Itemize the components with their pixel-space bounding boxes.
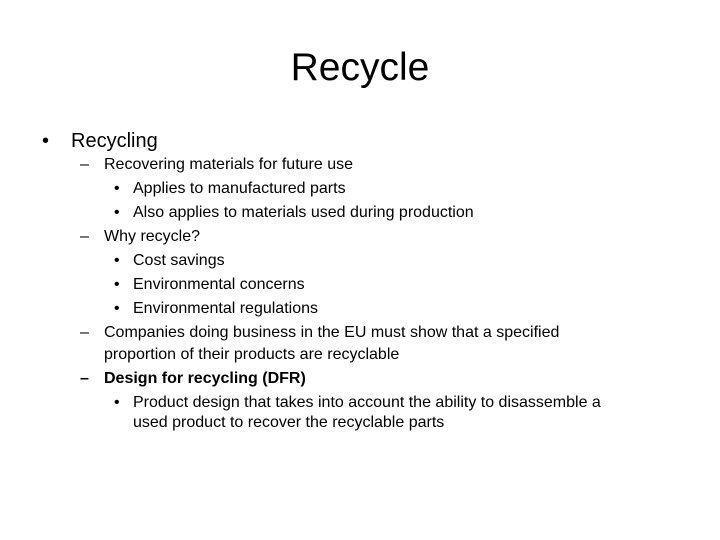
bullet-text-cost-savings: Cost savings: [133, 252, 225, 269]
bullet-text-dfr: Design for recycling (DFR): [104, 370, 306, 387]
bullet-text-applies-parts: Applies to manufactured parts: [133, 180, 346, 197]
bullet-text-recycling: Recycling: [71, 130, 158, 152]
bullet-text-companies-line1: Companies doing business in the EU must show that a specified: [104, 324, 560, 341]
bullet-text-recovering: Recovering materials for future use: [104, 156, 353, 173]
bullet-text-env-regulations: Environmental regulations: [133, 300, 318, 317]
bullet-text-product-design-line2: used product to recover the recyclable parts: [133, 414, 445, 431]
dash-marker: –: [80, 228, 89, 245]
bullet-marker: •: [114, 204, 120, 221]
slide-title: Recycle: [290, 46, 430, 89]
bullet-marker: •: [114, 276, 120, 293]
dash-marker: –: [80, 324, 89, 341]
bullet-marker: •: [114, 394, 120, 411]
bullet-text-companies-line2: proportion of their products are recyclable: [104, 346, 400, 363]
bullet-marker: •: [114, 300, 120, 317]
bullet-marker: •: [114, 252, 120, 269]
bullet-text-applies-production: Also applies to materials used during production: [133, 204, 474, 221]
dash-marker: –: [80, 156, 89, 173]
bullet-marker: •: [114, 180, 120, 197]
bullet-marker: •: [42, 130, 50, 152]
bullet-text-env-concerns: Environmental concerns: [133, 276, 305, 293]
bullet-recycling: [42, 129, 49, 153]
bullet-text-why-recycle: Why recycle?: [104, 228, 201, 245]
bullet-text-product-design-line1: Product design that takes into account the ability to disassemble a: [133, 394, 601, 411]
dash-marker: –: [80, 370, 89, 387]
